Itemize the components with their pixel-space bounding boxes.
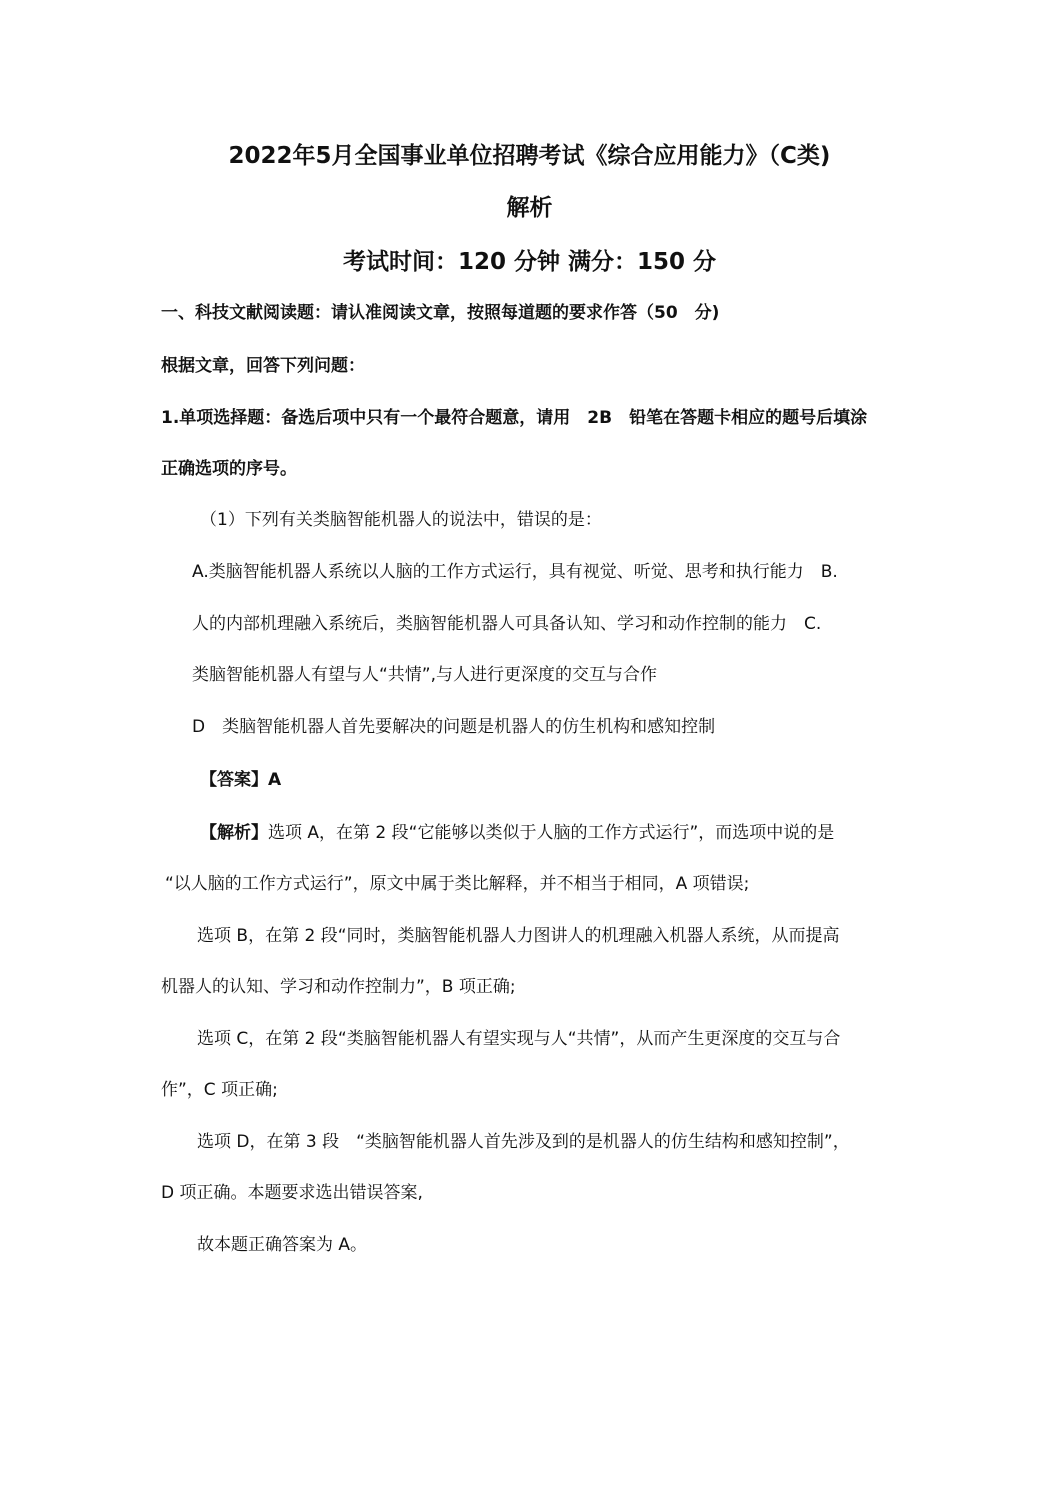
analysis-line: 选项 C，在第 2 段“类脑智能机器人有望实现与人“共情”，从而产生更深度的交互与合 <box>197 1029 841 1049</box>
option-line: A.类脑智能机器人系统以人脑的工作方式运行，具有视觉、听觉、思考和执行能力 B. <box>192 562 838 582</box>
section-heading: 一、科技文献阅读题：请认准阅读文章，按照每道题的要求作答（50 分) <box>161 303 720 323</box>
question-type-line: 1.单项选择题：备选后项中只有一个最符合题意，请用 2B 铅笔在答题卡相应的题号后填涂 <box>161 408 868 428</box>
analysis-line: 机器人的认知、学习和动作控制力”，B 项正确; <box>161 977 516 997</box>
option-line: D 类脑智能机器人首先要解决的问题是机器人的仿生机构和感知控制 <box>192 717 716 737</box>
question-stem: （1）下列有关类脑智能机器人的说法中，错误的是： <box>200 510 602 530</box>
analysis-line: “以人脑的工作方式运行”，原文中属于类比解释，并不相当于相同，A 项错误; <box>165 874 750 894</box>
document-title-line2: 解析 <box>506 195 553 221</box>
option-line: 人的内部机理融入系统后，类脑智能机器人可具备认知、学习和动作控制的能力 C. <box>192 614 822 634</box>
analysis-line: 作”，C 项正确; <box>161 1080 278 1100</box>
instruction-text: 根据文章，回答下列问题： <box>161 356 365 376</box>
answer-label: 【答案】A <box>200 770 282 790</box>
analysis-line: 选项 D，在第 3 段 “类脑智能机器人首先涉及到的是机器人的仿生结构和感知控制”， <box>197 1132 850 1152</box>
document-title: 2022年5月全国事业单位招聘考试《综合应用能力》（C类) <box>228 143 831 169</box>
question-type-line: 正确选项的序号。 <box>161 459 297 479</box>
exam-info: 考试时间：120 分钟 满分：150 分 <box>342 249 717 275</box>
analysis-line: 选项 B，在第 2 段“同时，类脑智能机器人力图讲人的机理融入机器人系统，从而提高 <box>197 926 840 946</box>
analysis-label: 【解析】 <box>200 823 268 843</box>
analysis-line: D 项正确。本题要求选出错误答案, <box>161 1183 423 1203</box>
analysis-line: 故本题正确答案为 A。 <box>197 1235 368 1255</box>
analysis-line <box>200 822 834 844</box>
option-line: 类脑智能机器人有望与人“共情”,与人进行更深度的交互与合作 <box>192 665 658 685</box>
analysis-text: 选项 A，在第 2 段“它能够以类似于人脑的工作方式运行”，而选项中说的是 <box>268 823 835 843</box>
